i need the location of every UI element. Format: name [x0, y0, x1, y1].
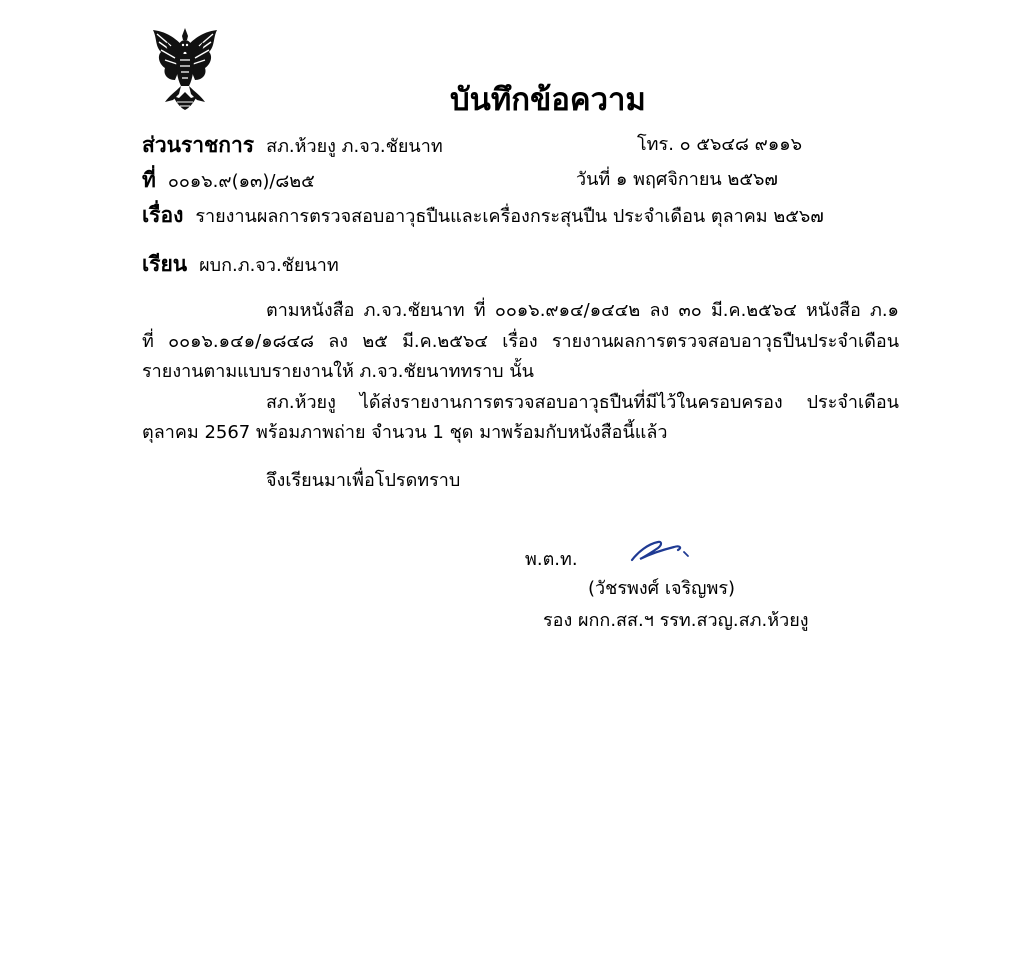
phone-number: โทร. ๐ ๕๖๔๘ ๙๑๑๖	[637, 134, 803, 155]
garuda-emblem-icon	[147, 26, 223, 112]
agency-row	[142, 130, 443, 162]
recipient-value: ผบก.ภ.จว.ชัยนาท	[199, 255, 339, 276]
paragraph-1-line-2: ที่ ๐๐๑๖.๑๔๑/๑๘๔๘ ลง ๒๕ มี.ค.๒๕๖๔ เรื่อง รายงานผลการตรวจสอบอาวุธปืนประจำเดือน	[142, 330, 899, 352]
subject-value: รายงานผลการตรวจสอบอาวุธปืนและเครื่องกระสุนปืน ประจำเดือน ตุลาคม ๒๕๖๗	[195, 206, 824, 227]
paragraph-1-line-1: ตามหนังสือ ภ.จว.ชัยนาท ที่ ๐๐๑๖.๙๑๔/๑๔๔๒ ลง ๓๐ มี.ค.๒๕๖๔ หนังสือ ภ.๑	[266, 300, 899, 321]
subject-row	[142, 200, 824, 232]
agency-value: สภ.ห้วยงู ภ.จว.ชัยนาท	[266, 136, 443, 157]
agency-label: ส่วนราชการ	[142, 133, 255, 157]
paragraph-1-line-3: รายงานตามแบบรายงานให้ ภ.จว.ชัยนาททราบ นั้น	[142, 361, 534, 382]
recipient-label: เรียน	[142, 252, 188, 276]
reference-label: ที่	[142, 168, 156, 192]
body-paragraphs	[142, 296, 902, 449]
paragraph-2-line-2: ตุลาคม 2567 พร้อมภาพถ่าย จำนวน 1 ชุด มาพร้อมกับหนังสือนี้แล้ว	[142, 422, 668, 443]
signer-name: (วัชรพงศ์ เจริญพร)	[588, 578, 736, 599]
memo-date: วันที่ ๑ พฤศจิกายน ๒๕๖๗	[576, 169, 778, 190]
signer-rank: พ.ต.ท.	[525, 549, 578, 570]
recipient-row	[142, 249, 339, 281]
closing-line: จึงเรียนมาเพื่อโปรดทราบ	[266, 470, 461, 491]
reference-number: ๐๐๑๖.๙(๑๓)/๘๒๕	[167, 171, 315, 192]
handwritten-signature	[618, 530, 710, 570]
memo-title: บันทึกข้อความ	[450, 82, 646, 118]
reference-row	[142, 165, 315, 197]
signer-position: รอง ผกก.สส.ฯ รรท.สวญ.สภ.ห้วยงู	[543, 610, 809, 631]
subject-label: เรื่อง	[142, 203, 184, 227]
paragraph-2-line-1: สภ.ห้วยงู ได้ส่งรายงานการตรวจสอบอาวุธปืนที่มีไว้ในครอบครอง ประจำเดือน	[266, 391, 899, 413]
